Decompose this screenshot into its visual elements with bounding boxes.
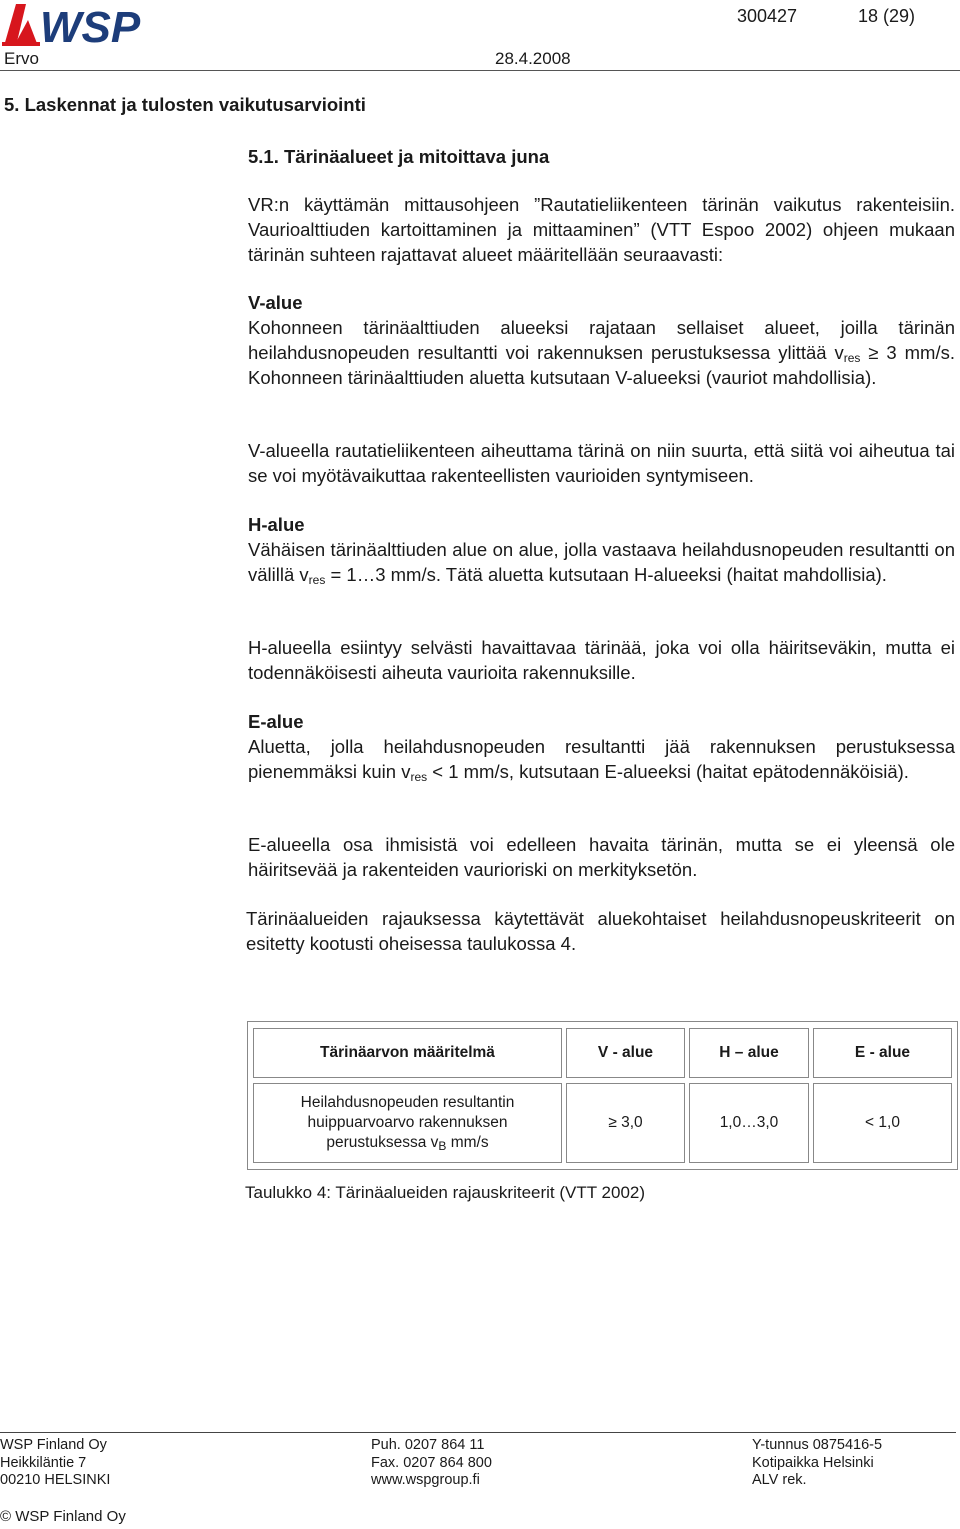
table-header-e: E - alue [813, 1028, 952, 1078]
intro-paragraph [248, 192, 955, 267]
h-zone-title: H-alue [248, 514, 305, 535]
page-number: 18 (29) [858, 6, 916, 26]
h-zone-paragraph [248, 635, 955, 685]
table-row-label: Heilahdusnopeuden resultantin huippuarvoarvo rakennuksen perustuksessa $v_B$ mm/s [253, 1083, 562, 1163]
footer-phone: Puh. 0207 864 11 [371, 1437, 485, 1453]
footer-street: Heikkiläntie 7 [0, 1454, 87, 1471]
table-cell-e-value: < 1,0 [813, 1083, 952, 1163]
table-caption: Taulukko 4: Tärinäalueiden rajauskriteerit (VTT 2002) [245, 1183, 646, 1202]
document-number: 300427 [737, 6, 798, 26]
author: Ervo [4, 49, 39, 68]
footer-contact [371, 1437, 492, 1490]
logo-text: WSP [40, 3, 141, 48]
table-cell-h-value: 1,0…3,0 [689, 1083, 809, 1163]
v-zone-paragraph [248, 438, 955, 488]
footer-registration [752, 1437, 882, 1490]
e-zone-block [248, 709, 955, 784]
closing-text: Tärinäalueiden rajauksessa käytettävät aluekohtaiset heilahdusnopeuskriteerit on esitetty kootusti oheisessa taulukossa 4. [246, 908, 955, 954]
e-zone-title: E-alue [248, 711, 304, 732]
footer-city: 00210 HELSINKI [0, 1472, 111, 1488]
footer-vat: ALV rek. [752, 1472, 807, 1488]
footer-divider [0, 1432, 956, 1433]
v-zone-block [248, 290, 955, 390]
footer-website-link[interactable]: www.wspgroup.fi [371, 1472, 480, 1488]
footer-domicile: Kotipaikka Helsinki [752, 1454, 874, 1471]
document-date: 28.4.2008 [495, 49, 571, 68]
h-zone-definition: Vähäisen tärinäalttiuden alue on alue, jolla vastaava heilahdusnopeuden resultantti on välillä $v_{res}$ = 1…3 mm/s. Tätä aluetta kutsutaan H-alueeksi (haitat mahdollisia). [248, 539, 955, 587]
wsp-logo [2, 0, 167, 48]
table-header-v: V - alue [566, 1028, 685, 1078]
closing-paragraph [246, 906, 955, 956]
table-cell-v-value: ≥ 3,0 [566, 1083, 685, 1163]
e-zone-definition: Aluetta, jolla heilahdusnopeuden resultantti jää rakennuksen perustuksessa pienemmäksi kuin $v_{res} < 1$ mm/s, kutsutaan E-alueeksi (haitat epätodennäköisiä). [248, 736, 955, 784]
table-header-h: H – alue [689, 1028, 809, 1078]
subsection-heading: 5.1. Tärinäalueet ja mitoittava juna [248, 146, 550, 167]
v-zone-title: V-alue [248, 292, 303, 313]
footer-company [0, 1437, 110, 1490]
h-zone-block [248, 512, 955, 587]
v-zone-effect-text: V-alueella rautatieliikenteen aiheuttama tärinä on niin suurta, että siitä voi aiheutua tai se voi myötävaikuttaa rakenteellisten vaurioiden syntymiseen. [248, 440, 955, 486]
intro-text: VR:n käyttämän mittausohjeen ”Rautatieliikenteen tärinän vaikutus rakenteisiin. Vaurioalttiuden kartoittaminen ja mittaaminen” (VTT Espoo 2002) ohjeen mukaan tärinän suhteen rajattavat alueet määritellään seuraavasti: [248, 194, 955, 265]
table-header-definition: Tärinäarvon määritelmä [253, 1028, 562, 1078]
e-zone-effect-text: E-alueella osa ihmisistä voi edelleen havaita tärinän, mutta se ei yleensä ole häiritsevää ja rakenteiden vaurioriski on merkityksetön. [248, 834, 955, 880]
section-heading: 5. Laskennat ja tulosten vaikutusarviointi [4, 94, 366, 115]
e-zone-paragraph [248, 832, 955, 882]
footer-company-name: WSP Finland Oy [0, 1437, 107, 1453]
v-zone-definition: Kohonneen tärinäalttiuden alueeksi rajataan sellaiset alueet, joilla tärinän heilahdusnopeuden resultantti voi rakennuksen perustuksessa ylittää $v_{res} \ge 3$ mm/s. Kohonneen tärinäalttiuden aluetta kutsutaan V-alueeksi (vauriot mahdollisia). [248, 317, 955, 388]
criteria-table [247, 1021, 958, 1170]
footer-fax: Fax. 0207 864 800 [371, 1454, 492, 1471]
h-zone-effect-text: H-alueella esiintyy selvästi havaittavaa tärinää, joka voi olla häiritseväkin, mutta ei todennäköisesti aiheuta vaurioita rakennuksille. [248, 637, 955, 683]
copyright: © WSP Finland Oy [0, 1508, 126, 1525]
header-divider [0, 70, 960, 71]
footer-business-id: Y-tunnus 0875416-5 [752, 1437, 883, 1453]
